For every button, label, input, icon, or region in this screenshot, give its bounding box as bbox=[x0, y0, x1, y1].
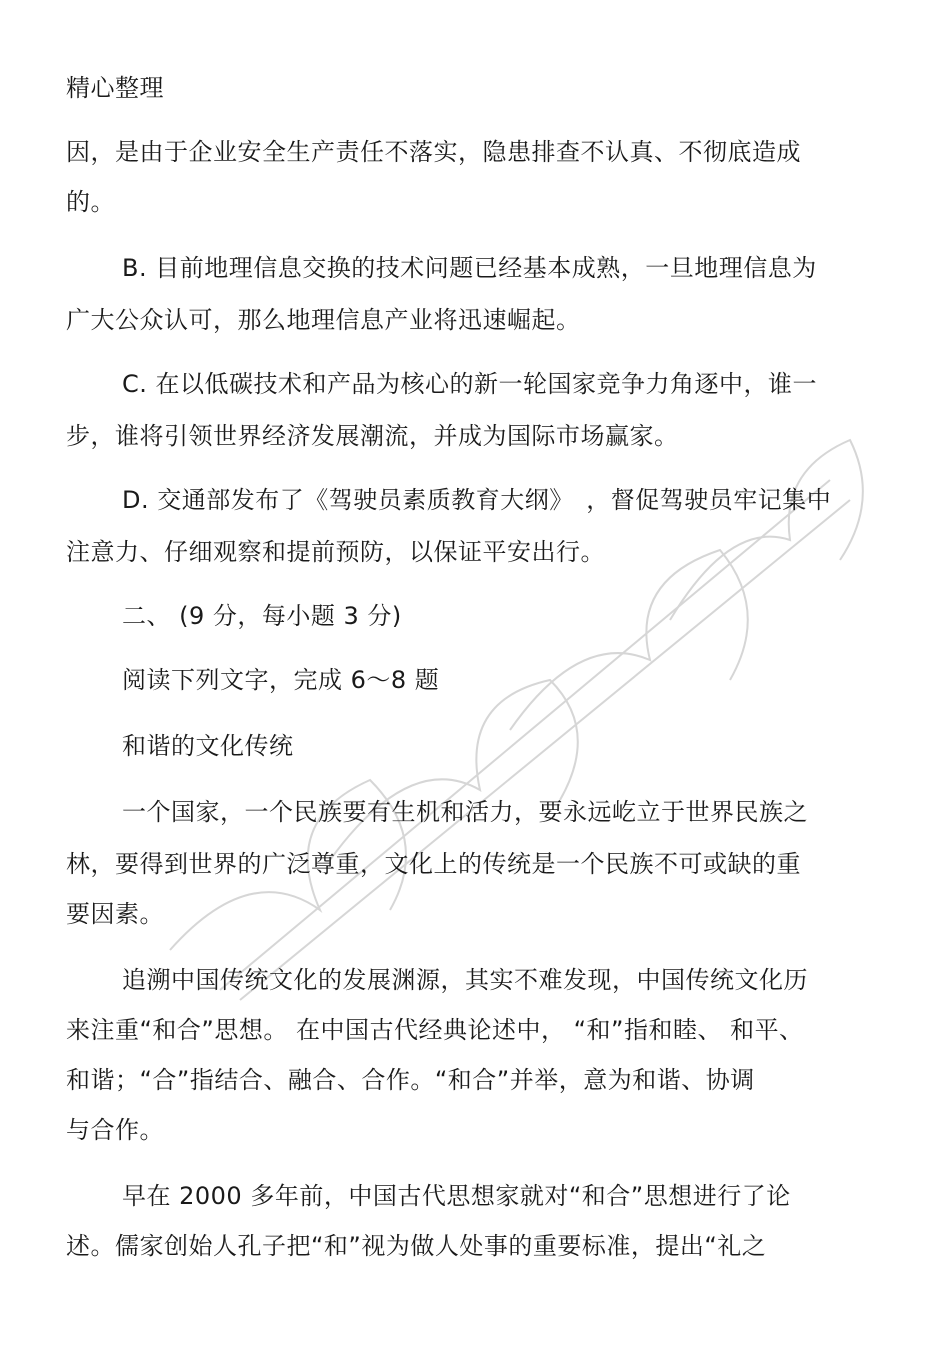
text-line: 和谐；“合”指结合、融合、合作。“和合”并举，意为和谐、协调 bbox=[66, 1066, 755, 1094]
header-label: 精心整理 bbox=[66, 74, 164, 102]
text-line: 的。 bbox=[66, 188, 115, 216]
watermark-stroke bbox=[330, 680, 578, 860]
watermark-stroke bbox=[510, 550, 748, 730]
text-line: 追溯中国传统文化的发展渊源，其实不难发现，中国传统文化历 bbox=[122, 966, 808, 994]
text-line: C. 在以低碳技术和产品为核心的新一轮国家竞争力角逐中，谁一 bbox=[122, 370, 818, 398]
text-line: 来注重“和合”思想。 在中国古代经典论述中， “和”指和睦、 和平、 bbox=[66, 1016, 804, 1044]
text-line: 早在 2000 多年前，中国古代思想家就对“和合”思想进行了论 bbox=[122, 1182, 791, 1210]
watermark-stroke bbox=[240, 500, 850, 1000]
text-line: 广大公众认可，那么地理信息产业将迅速崛起。 bbox=[66, 306, 581, 334]
watermark-stamp bbox=[130, 390, 890, 1010]
text-line: 阅读下列文字，完成 6～8 题 bbox=[122, 666, 440, 694]
section-heading: 二、 (9 分，每小题 3 分) bbox=[122, 602, 402, 630]
watermark-stroke bbox=[670, 440, 863, 620]
text-line: D. 交通部发布了《驾驶员素质教育大纲》 ，督促驾驶员牢记集中 bbox=[122, 486, 832, 514]
text-line: 注意力、仔细观察和提前预防，以保证平安出行。 bbox=[66, 538, 605, 566]
text-line: 述。儒家创始人孔子把“和”视为做人处事的重要标准，提出“礼之 bbox=[66, 1232, 767, 1260]
text-line: 与合作。 bbox=[66, 1116, 164, 1144]
text-line: 一个国家，一个民族要有生机和活力，要永远屹立于世界民族之 bbox=[122, 798, 808, 826]
text-line: 步，谁将引领世界经济发展潮流，并成为国际市场赢家。 bbox=[66, 422, 679, 450]
text-line: B. 目前地理信息交换的技术问题已经基本成熟，一旦地理信息为 bbox=[122, 254, 817, 282]
passage-title: 和谐的文化传统 bbox=[122, 732, 294, 760]
text-line: 要因素。 bbox=[66, 900, 164, 928]
text-line: 林，要得到世界的广泛尊重，文化上的传统是一个民族不可或缺的重 bbox=[66, 850, 801, 878]
text-line: 因，是由于企业安全生产责任不落实，隐患排查不认真、不彻底造成 bbox=[66, 138, 801, 166]
